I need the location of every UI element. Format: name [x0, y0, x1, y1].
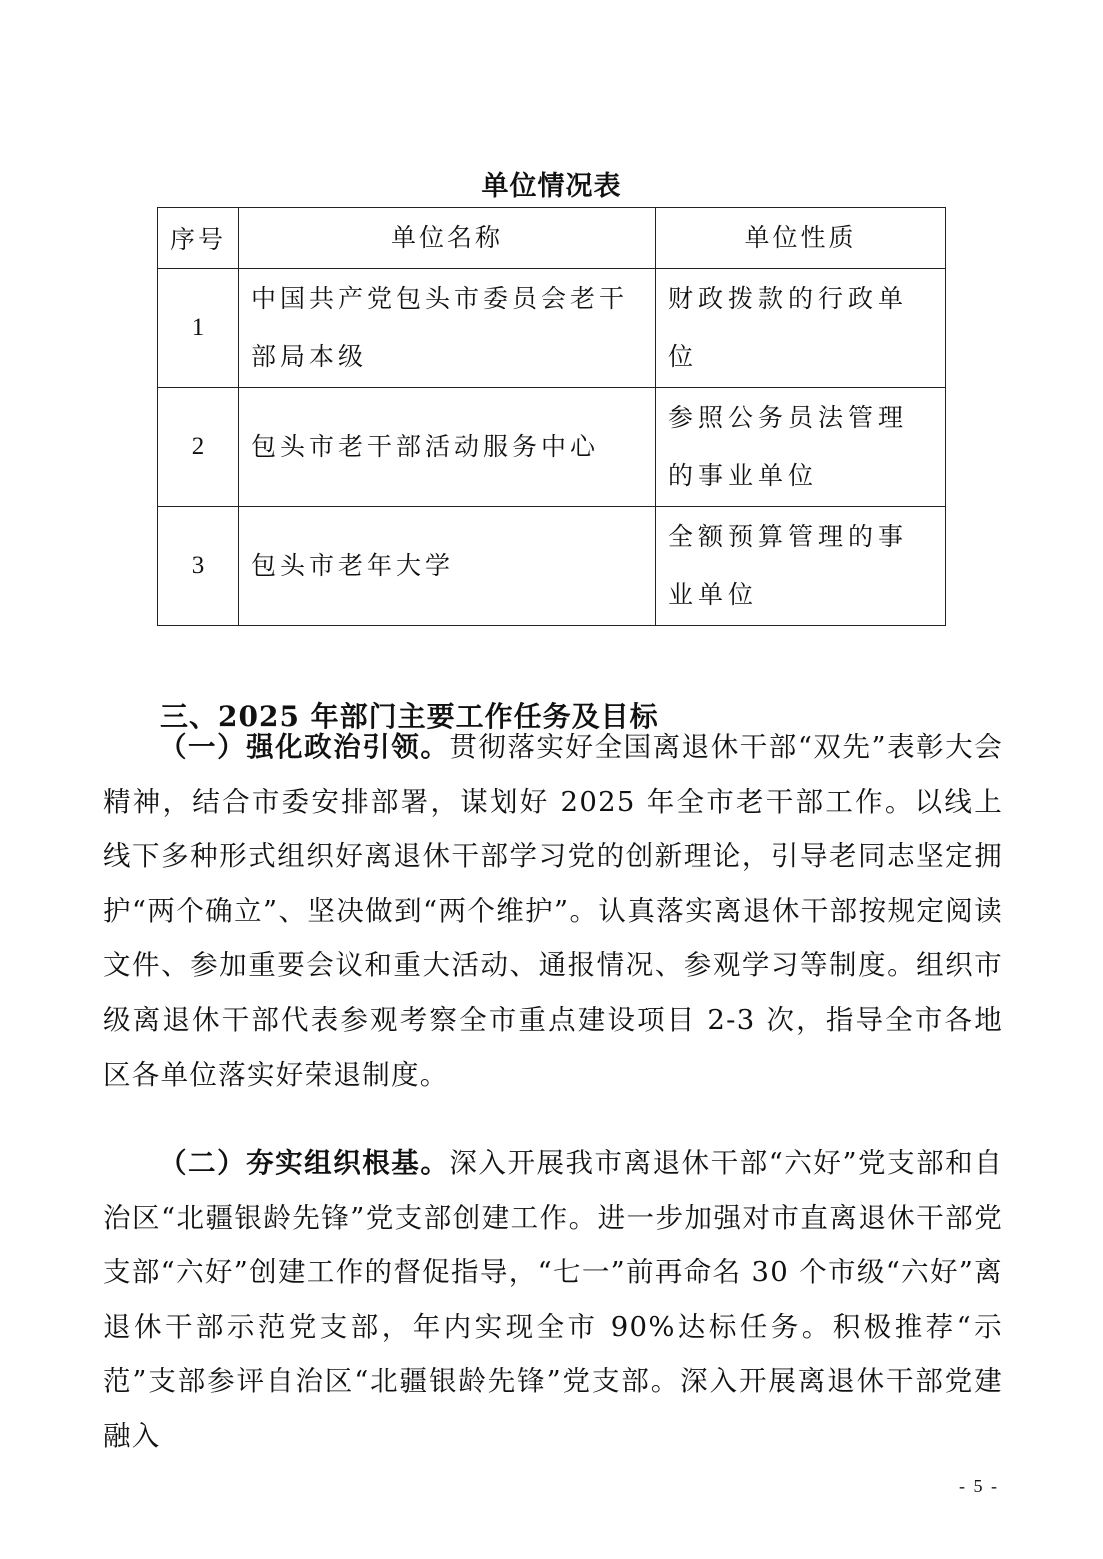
section-heading: 三、2025 年部门主要工作任务及目标	[160, 700, 659, 733]
table-row	[158, 388, 946, 507]
header-unit-type: 单位性质	[656, 208, 946, 269]
paragraph-organization-foundation	[103, 1136, 1003, 1464]
table-caption: 单位情况表	[481, 171, 622, 202]
unit-info-table	[157, 207, 946, 626]
table-header-row	[158, 208, 946, 269]
header-serial: 序号	[158, 208, 239, 269]
table-row	[158, 507, 946, 626]
row-serial: 2	[158, 388, 239, 507]
row-serial: 3	[158, 507, 239, 626]
row-unit-name: 包头市老干部活动服务中心	[239, 388, 656, 507]
header-unit-name: 单位名称	[239, 208, 656, 269]
page-number: - 5 -	[959, 1476, 999, 1496]
paragraph-political-leadership	[103, 720, 1003, 1102]
row-unit-name: 包头市老年大学	[239, 507, 656, 626]
row-unit-type: 全额预算管理的事业单位	[656, 507, 946, 626]
row-unit-type: 财政拨款的行政单位	[656, 269, 946, 388]
paragraph-body: 深入开展我市离退休干部“六好”党支部和自治区“北疆银龄先锋”党支部创建工作。进一步加强对市直离退休干部党支部“六好”创建工作的督促指导，“七一”前再命名 30 个市级“六好”离退休干部示范党支部，年内实现全市 90%达标任务。积极推荐“示范”支部参评自治区“北疆银龄先锋”党支部。深入开展离退休干部党建融入	[103, 1147, 1003, 1452]
paragraph-lead: （二）夯实组织根基。	[159, 1147, 450, 1179]
row-serial: 1	[158, 269, 239, 388]
row-unit-name: 中国共产党包头市委员会老干部局本级	[239, 269, 656, 388]
paragraph-lead: （一）强化政治引领。	[159, 731, 450, 763]
paragraph-body: 贯彻落实好全国离退休干部“双先”表彰大会精神，结合市委安排部署，谋划好 2025 年全市老干部工作。以线上线下多种形式组织好离退休干部学习党的创新理论，引导老同志坚定拥护“两个确立”、坚决做到“两个维护”。认真落实离退休干部按规定阅读文件、参加重要会议和重大活动、通报情况、参观学习等制度。组织市级离退休干部代表参观考察全市重点建设项目 2-3 次，指导全市各地区各单位落实好荣退制度。	[103, 731, 1003, 1091]
row-unit-type: 参照公务员法管理的事业单位	[656, 388, 946, 507]
table-row	[158, 269, 946, 388]
